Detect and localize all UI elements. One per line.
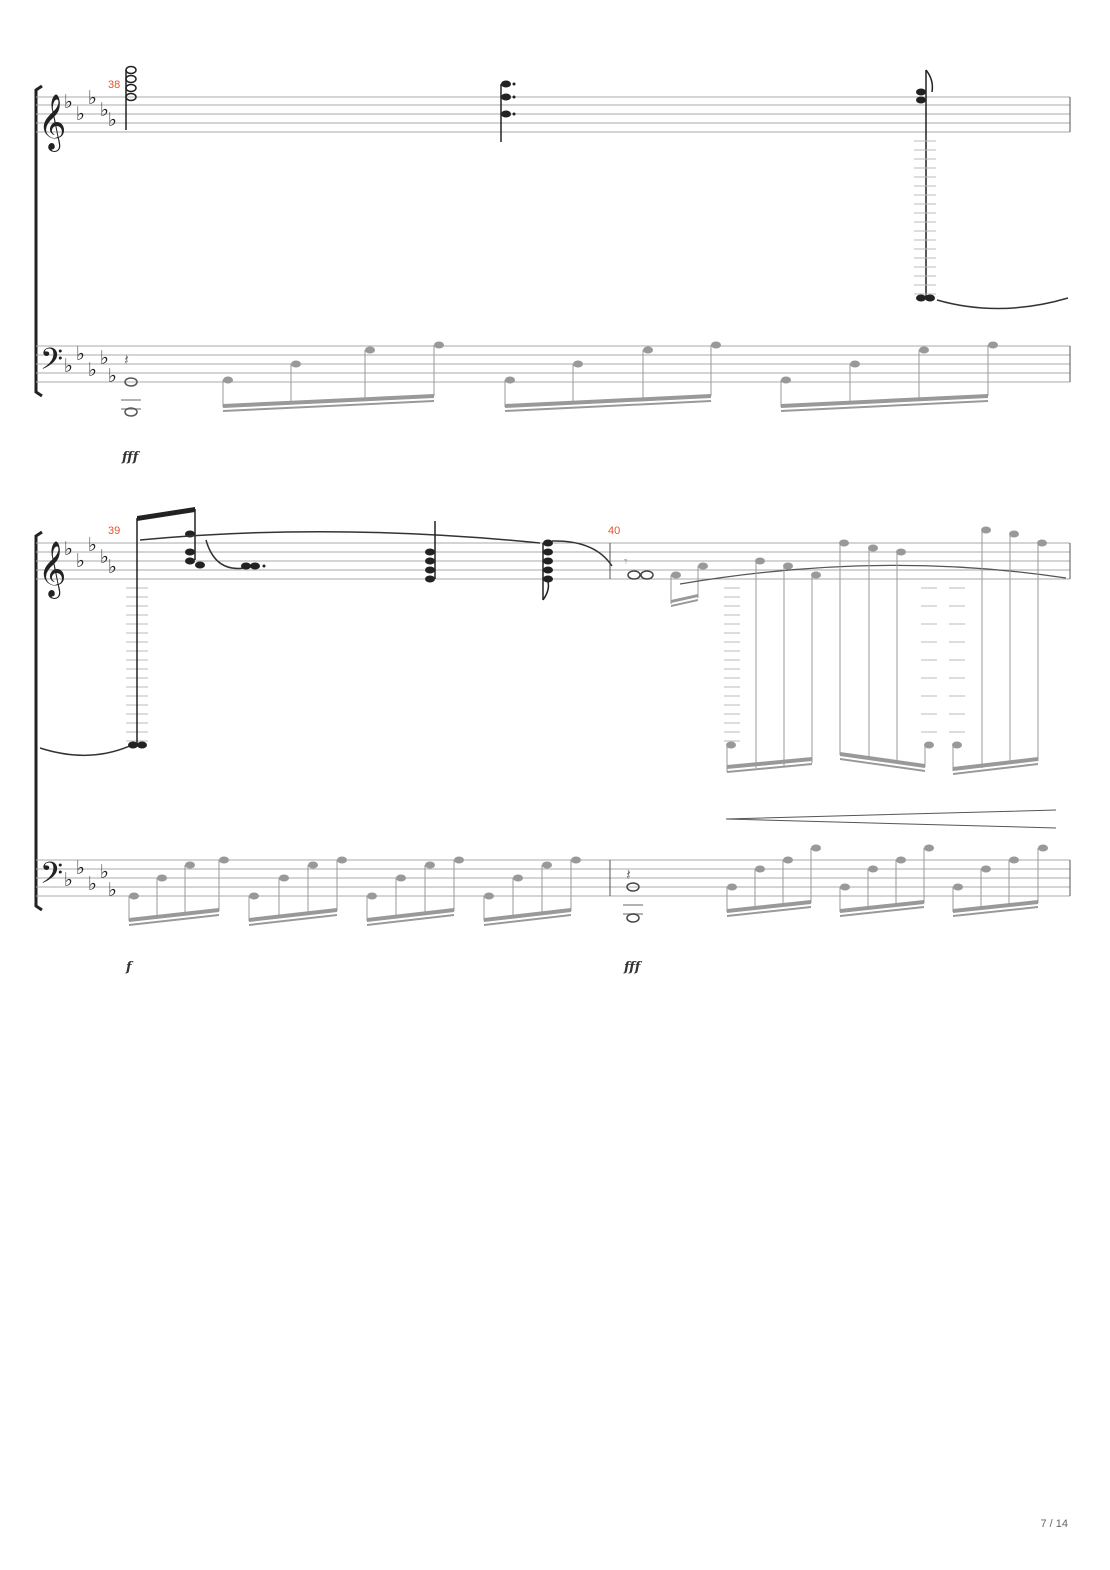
svg-text:♭: ♭: [76, 343, 85, 365]
eighth-chord: [543, 540, 553, 601]
slur-curve: [680, 565, 1066, 584]
bass-arpeggio-group: [840, 845, 934, 918]
svg-text:♭: ♭: [88, 873, 97, 895]
tie-curve: [206, 540, 244, 568]
ghost-sixteenth-pair: [671, 563, 708, 608]
bass-arpeggio-group: [129, 857, 229, 927]
bass-arpeggio-group: [953, 845, 1048, 918]
treble-clef-icon: 𝄞: [38, 541, 67, 597]
svg-text:♭: ♭: [100, 99, 109, 121]
quarter-chord: [425, 521, 435, 583]
svg-text:♭: ♭: [108, 109, 117, 131]
ledger-lines: [724, 588, 965, 741]
svg-text:♭: ♭: [64, 91, 73, 113]
key-signature-treble: [64, 87, 117, 131]
decrescendo-hairpin: [726, 810, 1056, 828]
tie-curve: [937, 298, 1068, 309]
bass-arpeggio-group: [505, 342, 721, 413]
svg-text:𝄾: 𝄾: [624, 554, 628, 570]
tie-curve: [552, 541, 612, 566]
key-signature-treble: [64, 534, 117, 578]
bass-arpeggio-group: [727, 845, 821, 918]
svg-text:♭: ♭: [88, 534, 97, 556]
bass-clef-icon: 𝄢: [40, 857, 64, 898]
bass-arpeggio-group: [367, 857, 464, 927]
svg-text:♭: ♭: [100, 861, 109, 883]
dynamic-marking: fff: [122, 450, 139, 465]
system-2: [36, 507, 1070, 975]
measure-number: 38: [108, 79, 121, 91]
bass-arpeggio-group: [223, 342, 444, 413]
bass-arpeggio-group: [249, 857, 347, 927]
measure-number: 39: [108, 525, 121, 537]
svg-text:𝄽: 𝄽: [124, 350, 129, 369]
rest-and-whole-note: [624, 554, 653, 579]
svg-text:♭: ♭: [64, 355, 73, 377]
page-indicator: 7 / 14: [1040, 1518, 1068, 1530]
svg-text:♭: ♭: [64, 869, 73, 891]
bass-staff: [36, 346, 1070, 382]
treble-clef-icon: 𝄞: [38, 94, 67, 150]
slur-curve: [140, 532, 540, 543]
svg-text:♭: ♭: [76, 550, 85, 572]
svg-text:♭: ♭: [88, 87, 97, 109]
tie-curve: [40, 745, 132, 755]
chord-open: [126, 67, 136, 131]
bass-whole-notes: [623, 865, 643, 922]
svg-text:♭: ♭: [64, 538, 73, 560]
system-1: [36, 67, 1070, 466]
svg-text:♭: ♭: [108, 556, 117, 578]
dotted-half-note: [241, 563, 266, 570]
measure-number: 40: [608, 525, 621, 537]
bass-arpeggio-group: [484, 857, 581, 927]
svg-text:♭: ♭: [88, 359, 97, 381]
svg-text:♭: ♭: [100, 546, 109, 568]
svg-text:♭: ♭: [108, 365, 117, 387]
svg-text:♭: ♭: [76, 857, 85, 879]
svg-text:♭: ♭: [108, 879, 117, 901]
dynamic-marking: f: [126, 960, 132, 975]
treble-staff: [36, 97, 1070, 132]
svg-text:♭: ♭: [100, 347, 109, 369]
chord-dotted: [501, 81, 516, 143]
svg-text:♭: ♭: [76, 103, 85, 125]
bass-clef-icon: 𝄢: [40, 343, 64, 384]
ghost-sixteenth-group: [839, 540, 934, 773]
key-signature-bass: [64, 343, 117, 387]
ghost-sixteenth-group: [952, 527, 1047, 776]
bass-whole-notes: [121, 350, 141, 416]
key-signature-bass: [64, 857, 117, 901]
ghost-sixteenth-group: [726, 558, 821, 774]
ledger-lines: [914, 141, 936, 294]
bass-arpeggio-group: [781, 342, 998, 413]
svg-text:𝄽: 𝄽: [626, 865, 631, 884]
dynamic-marking: fff: [624, 960, 641, 975]
